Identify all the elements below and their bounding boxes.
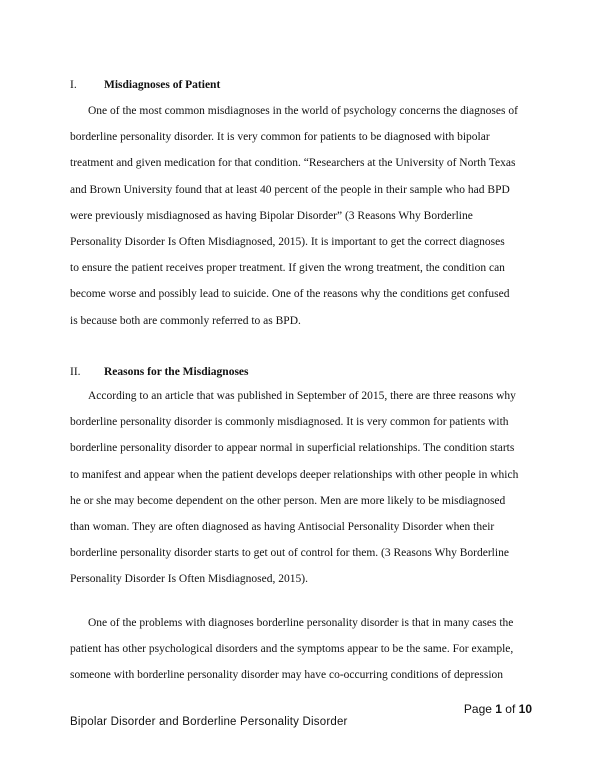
paragraph-line: is because both are commonly referred to as BPD. <box>70 314 301 327</box>
paragraph-line: he or she may become dependent on the other person. Men are more likely to be misdiagnosed <box>70 494 506 507</box>
paragraph-line: Personality Disorder Is Often Misdiagnosed, 2015). It is important to get the correct diagnoses <box>70 236 505 249</box>
section-2-heading <box>70 366 249 378</box>
paragraph-line: to ensure the patient receives proper treatment. If given the wrong treatment, the condition can <box>70 262 505 275</box>
paragraph-line: and Brown University found that at least 40 percent of the people in their sample who had BPD <box>70 183 510 196</box>
footer-document-title: Bipolar Disorder and Borderline Personality Disorder <box>70 716 348 728</box>
paragraph-line: One of the problems with diagnoses borderline personality disorder is that in many cases the <box>88 617 514 629</box>
paragraph-line: borderline personality disorder. It is very common for patients to be diagnosed with bipolar <box>70 131 490 144</box>
section-1-title: Misdiagnoses of Patient <box>104 79 221 91</box>
paragraph-line: borderline personality disorder starts to get out of control for them. (3 Reasons Why Borderline <box>70 547 509 560</box>
section-2-title: Reasons for the Misdiagnoses <box>104 366 249 378</box>
page-number-current: 1 <box>495 702 502 716</box>
page-number-prefix: Page <box>463 702 496 716</box>
section-1-numeral: I. <box>70 79 77 91</box>
page-number-total: 10 <box>518 702 532 716</box>
page-number-of: of <box>501 702 519 716</box>
paragraph-line: borderline personality disorder to appear normal in superficial relationships. The condition starts <box>70 442 515 455</box>
section-2-paragraph-1 <box>70 383 532 593</box>
paragraph-line: treatment and given medication for that condition. “Researchers at the University of North Texas <box>70 157 516 170</box>
page-number <box>464 702 532 716</box>
paragraph-line: to manifest and appear when the patient develops deeper relationships with other people in which <box>70 468 519 481</box>
paragraph-line: than woman. They are often diagnosed as having Antisocial Personality Disorder when their <box>70 521 495 534</box>
paragraph-line: were previously misdiagnosed as having Bipolar Disorder” (3 Reasons Why Borderline <box>70 209 473 222</box>
paragraph-line: become worse and possibly lead to suicide. One of the reasons why the conditions get confused <box>70 288 510 301</box>
paragraph-line: borderline personality disorder is commonly misdiagnosed. It is very common for patients with <box>70 416 509 429</box>
paragraph-line: According to an article that was published in September of 2015, there are three reasons why <box>88 390 516 402</box>
paragraph-line: One of the most common misdiagnoses in the world of psychology concerns the diagnoses of <box>88 105 518 117</box>
paragraph-line: Personality Disorder Is Often Misdiagnosed, 2015). <box>70 573 308 586</box>
section-1-heading <box>70 79 220 91</box>
section-1-paragraph <box>70 98 532 334</box>
section-2-paragraph-2 <box>70 610 532 689</box>
section-2-numeral: II. <box>70 366 81 378</box>
paragraph-line: someone with borderline personality disorder may have co-occurring conditions of depression <box>70 669 504 682</box>
paragraph-line: patient has other psychological disorders and the symptoms appear to be the same. For example, <box>70 643 514 656</box>
